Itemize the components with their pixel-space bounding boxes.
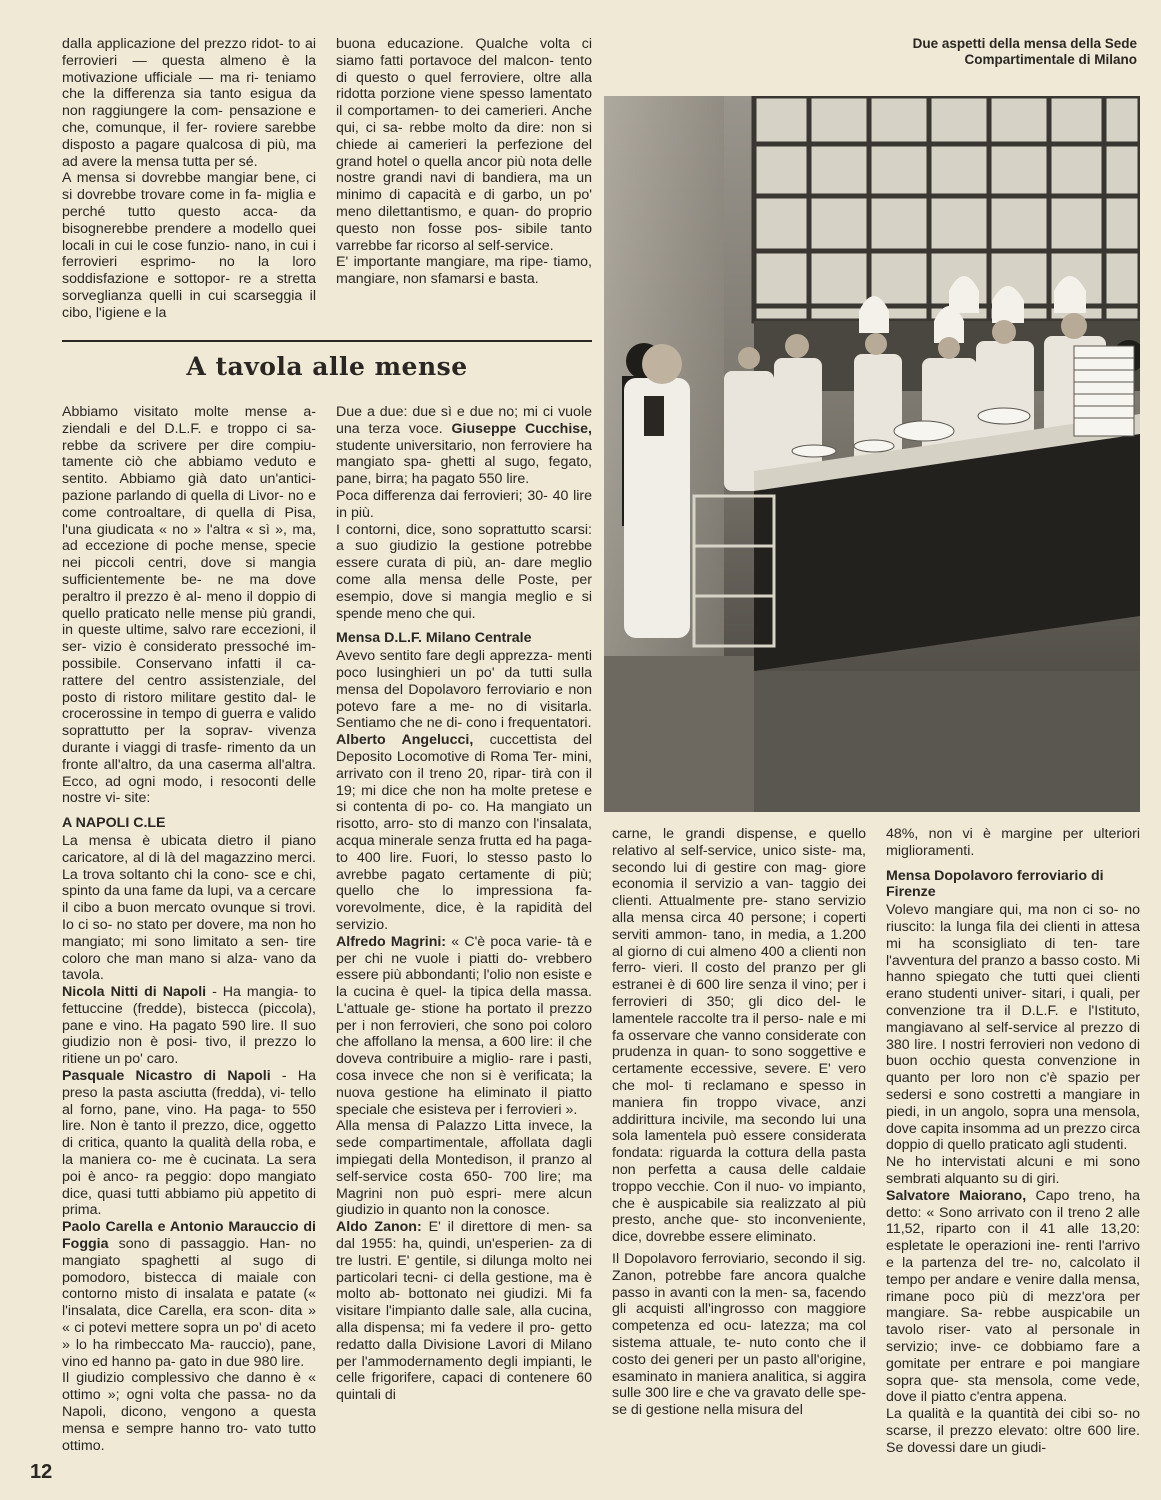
paragraph [336,1219,592,1404]
section-heading: A NAPOLI C.LE [62,815,166,832]
paragraph [62,984,316,1068]
interviewee-name: Alberto Angelucci, [336,732,474,749]
canteen-photo [604,96,1140,812]
section-heading: Mensa D.L.F. Milano Centrale [336,630,532,647]
interviewee-name: Giuseppe Cucchise, [451,420,592,437]
interviewee-name: Salvatore Maiorano, [886,1187,1027,1204]
column-6 [886,826,1140,1456]
column-5 [612,826,866,1419]
interview-text: « C'è poca varie- tà e per chi ne vuole i piatti do- vrebbero essere più abbondanti; l'olio non esiste e la cucina è quel- la tipica della massa. L'attuale ge- stione ha portato il prezzo per i non ferrovieri, che sono poi coloro che affollano la mensa, a 600 lire: il che doveva contribuire a miglio- rare i pasti, cosa invece che non si è verificata; la nuova gestione ha eliminato il piatto speciale che esisteva per i ferrovieri ». [336,933,592,1118]
paragraph: buona educazione. Qualche volta ci siamo fatti portavoce del malcon- tento di questo o quel ferroviere, oltre alla ridotta porzione viene spesso lamentato il comportamen- to dei camerieri. Anche qui, ci sa- rebbe molto da dire: non si chiede ai camerieri la perfezione del grand hotel o quella ancor più nota delle nostre grandi navi di bandiera, ma un minimo di capacità e di garbo, un po' meno dilettantismo, e quan- do proprio questo non fosse pos- sibile tanto varrebbe far ricorso al self-service. [336,36,592,254]
paragraph [336,404,592,488]
photo-caption: Due aspetti della mensa della Sede Compartimentale di Milano [912,36,1137,67]
column-1 [62,36,316,322]
interview-text: cuccettista del Deposito Locomotive di Roma Ter- mini, arrivato con il treno 20, ripar- tirà con il 19; mi dice che non ha molte pretese e si contenta di po- co. Ha mangiato un risotto, arro- sto di manzo con l'insalata, acqua minerale senza frutta ed ha paga- to 400 lire. Fuori, lo stesso pasto lo avrebbe pagato certamente di più; quello che lo impressiona fa- vorevolmente, dice, è la rapidità del servizio. [336,732,593,933]
interviewee-name: Nicola Nitti di Napoli [62,984,207,1001]
article-headline: A tavola alle mense [186,352,468,381]
headline-rule [62,340,592,342]
paragraph: Alla mensa di Palazzo Litta invece, la sede compartimentale, affollata dagli impiegati della Montedison, il pranzo al self-service costa 650- 700 lire; ma Magrini non può espri- mere alcun giudizio in quanto non la conosce. [336,1118,592,1219]
paragraph: Poca differenza dai ferrovieri; 30- 40 lire in più. [336,487,592,521]
interviewee-name: Paolo Carella e Antonio Marauccio di Foggia [62,1219,316,1253]
paragraph [62,1068,316,1219]
paragraph: carne, le grandi dispense, e quello relativo al self-service, unico siste- ma, secondo lui di gestire con mag- giore economia il servizio a van- taggio dei clienti. Attualmente pre- stano servizio alla mensa circa 40 persone; i coperti serviti ammon- tano, in media, a 1.200 al giorno di cui almeno 400 a clienti non ferro- vieri. Il costo del pranzo per gli estranei è di 600 lire senza il vino; per i ferrovieri di 350; gli dico del- le lamentele raccolte tra il perso- nale e mi fa osservare che vanno considerate con prudenza in quan- to sono soggettive e certamente eccessive, severe. E' vero che mol- ti reclamano e spesso in maniera fin troppo vivace, anzi addirittura incivile, ma secondo lui una sola lamentela può essere considerata fondata: riguarda la cottura della pasta non perfetta a causa delle caldaie troppo vecchie. Con il nuo- vo impianto, che è auspicabile sia realizzato al più presto, anche que- sto inconveniente, dice, dovrebbe essere eliminato. [612,826,866,1246]
paragraph: E' importante mangiare, ma ripe- tiamo, mangiare, non sfamarsi e basta. [336,254,592,288]
page-number: 12 [30,1461,53,1483]
section-heading: Mensa Dopolavoro ferroviario di Firenze [886,867,1104,901]
paragraph: Avevo sentito fare degli apprezza- menti poco lusinghieri un po' da tutti sulla mensa del Dopolavoro ferroviario e non potevo fare a me- no di visitarla. Sentiamo che ne di- cono i frequentatori. [336,648,592,732]
paragraph: Il giudizio complessivo che danno è « ottimo »; ogni volta che passa- no da Napoli, dicono, vengono a questa mensa e sempre hanno tro- vato tutto ottimo. [62,1370,316,1454]
paragraph [886,1188,1140,1406]
paragraph: A mensa si dovrebbe mangiar bene, ci si dovrebbe trovare come in fa- miglia e perché tutto questo acca- da bisognerebbe prendere a modello quei locali in cui le cose funzio- nano, in cui i ferrovieri esprimo- no la loro soddisfazione e sottopor- re a stretta sorveglianza quelli in cui scarseggia il cibo, l'igiene e la [62,170,316,321]
interview-text: sono di passaggio. Han- no mangiato spaghetti al sugo di pomodoro, bistecca di maiale con contorno misto di insalata e patate (« l'insalata, dice Carella, era scon- dita » « ci potevi mettere sopra un po' di aceto » lo ha rimbeccato Ma- rauccio), pane, vino ed hanno pa- gato in due 980 lire. [62,1236,316,1370]
paragraph: Abbiamo visitato molte mense a- ziendali e del D.L.F. e troppo ci sa- rebbe da scrivere per dire compiu- tamente ciò che abbiamo veduto e sentito. Abbiamo già dato un'antici- pazione parlando di quella di Livor- no e come controaltare, di quella di Pisa, l'una giudicata « no » l'altra « sì », ma, ad eccezione di poche mense, specie nei piccoli centri, dove si mangia sufficientemente be- ne ma dove peraltro il prezzo è al- meno il doppio di quello praticato nelle mense più grandi, in queste ultime, salvo rare eccezioni, il ser- vizio è considerato pressoché im- possibile. Conservano infatti il ca- rattere del centro assistenziale, del posto di ristoro militare gestito dal- le crocerossine in tempo di guerra e valido soprattutto per la soprav- vivenza durante i viaggi di trasfe- rimento da un fronte all'altro, da una caserma all'altra. Ecco, ad ogni modo, i resoconti delle nostre vi- site: [62,404,316,807]
paragraph [336,732,592,934]
paragraph: La mensa è ubicata dietro il piano caricatore, al di là del magazzino merci. La trova soltanto chi la cono- sce e chi, spinto da una fame da lupi, va a cercare il cibo a buon mercato ovunque si trovi. Io ci so- no stato per dovere, ma non ho mangiato; mi sono limitato a sen- tire coloro che man mano si alza- vano da tavola. [62,832,316,984]
paragraph: La qualità e la quantità dei cibi so- no scarse, il prezzo elevato: oltre 600 lire. Se dovessi dare un giudi- [886,1406,1140,1456]
paragraph [62,1219,316,1370]
interview-text: E' il direttore di men- sa dal 1955: ha, quindi, un'esperien- za di tre lustri. E' gentile, si dilunga molto nei particolari tecni- ci della gestione, ma è molto ab- bottonato nei giudizi. Mi fa visitare l'impianto dalle sale, alla cucina, alla dispensa; mi fa vedere il pro- getto redatto dalla Divisione Lavori di Milano per l'ammodernamento degli impianti, le celle frigorifere, capaci di contenere 60 quintali di [336,1219,592,1404]
interview-text: studente universitario, non ferroviere ha mangiato spa- ghetti al sugo, fegato, pane, birra; ha pagato 550 lire. [336,437,592,488]
paragraph: Il Dopolavoro ferroviario, secondo il sig. Zanon, potrebbe fare ancora qualche passo in avanti con la men- sa, facendo gli acquisti all'ingrosso con maggiore competenza ed ocu- latezza; ma col sistema attuale, te- nuto conto che il costo dei generi per un pasto all'origine, esaminato in maniera analitica, si aggira sulle 300 lire e che va gravato delle spe- se di gestione nella misura del [612,1250,866,1419]
paragraph-text: Due a due: due sì e due no; mi ci vuole una terza voce. [336,404,592,437]
paragraph: Ne ho intervistati alcuni e mi sono sembrati alquanto su di giri. [886,1154,1140,1187]
interview-text: Capo treno, ha detto: « Sono arrivato con il treno 2 alle 11,52, riparto con il 41 alle 13,20: espletate le operazioni ine- renti l'arrivo e la partenza del tre- no, calcolato il tempo per andare e venire dalla mensa, rimane poco più di mezz'ora per mangiare. Sa- rebbe auspicabile un tavolo riser- vato al personale in servizio; inve- ce dobbiamo fare a gomitate per entrare e poi mangiare sopra que- sta mensola, come vede, dove il piatto c'entra appena. [886,1187,1140,1406]
column-4 [336,404,592,1404]
paragraph [336,934,592,1119]
column-2 [336,36,592,288]
paragraph: 48%, non vi è margine per ulteriori miglioramenti. [886,826,1140,859]
column-3 [62,404,316,1454]
interviewee-name: Aldo Zanon: [336,1219,422,1236]
interviewee-name: Alfredo Magrini: [336,933,447,950]
interview-text: - Ha mangia- to fettuccine (fredde), bistecca (piccola), pane e vino. Ha pagato 590 lire. Il suo giudizio non è posi- tivo, il prezzo lo ritiene un po' caro. [62,984,316,1068]
paragraph: I contorni, dice, sono soprattutto scarsi: a suo giudizio la gestione potrebbe essere curata di più, an- dare meglio come alla mensa delle Poste, per esempio, dove si mangia meglio e si spende meno che qui. [336,521,592,622]
interviewee-name: Pasquale Nicastro di Napoli [62,1068,271,1085]
interview-text: - Ha preso la pasta asciutta (fredda), vi- tello al forno, pane, vino. Ha paga- to 550 lire. Non è tanto il prezzo, dice, oggetto di critica, quanto la qualità della roba, e la maniera co- me è cucinata. La sera poi è anco- ra peggio: dopo mangiato dice, quasi tutti abbiamo più appetito di prima. [62,1068,317,1219]
paragraph: dalla applicazione del prezzo ridot- to ai ferrovieri — questa almeno è la motivazione ufficiale — ma ri- teniamo che la differenza sia tanto esigua da non raggiungere la com- pensazione e che, comunque, il fer- roviere sarebbe disposto a pagare qualcosa di più, ma ad avere la mensa tutta per sé. [62,36,316,170]
paragraph: Volevo mangiare qui, ma non ci so- no riuscito: la lunga fila dei clienti in attesa mi ha sconsigliato di ten- tare l'avventura del pranzo a basso costo. Mi hanno spiegato che tutti quei clienti erano studenti univer- sitari, i quali, per convenzione tra il D.L.F. e l'Istituto, mangiavano al self-service al prezzo di 380 lire. I nostri ferrovieri non vedono di buon occhio questa convenzione in quanto per loro non c'è spazio per sedersi e sono costretti a mangiare in piedi, in un angolo, sopra una mensola, dove capita insomma ad un prezzo circa doppio di quello praticato agli studenti. [886,902,1140,1154]
